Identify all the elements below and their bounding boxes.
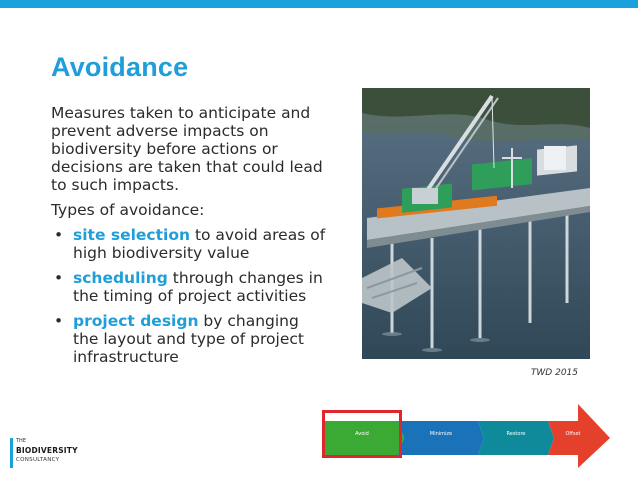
hierarchy-label-avoid: Avoid: [355, 431, 369, 437]
list-item: [51, 312, 326, 366]
bullet-keyword: site selection: [73, 226, 191, 244]
bullet-icon: •: [54, 269, 64, 287]
logo-line-1: THE: [16, 438, 26, 444]
bullet-icon: •: [54, 312, 64, 330]
slide-title: Avoidance: [51, 52, 189, 82]
bullet-text: to avoid areas of high biodiversity value: [73, 226, 326, 262]
slide-body: [51, 104, 326, 373]
list-item: [51, 226, 326, 262]
intro-paragraph: Measures taken to anticipate and prevent adverse impacts on biodiversity before actions or decisions are taken that could lead to such impacts.: [51, 104, 323, 194]
company-logo: [10, 438, 90, 472]
logo-bar: [10, 438, 13, 468]
hierarchy-segment-restore: [478, 421, 554, 455]
top-accent-bar: [0, 0, 638, 8]
logo-line-2: BIODIVERSITY: [16, 446, 78, 455]
types-heading: Types of avoidance:: [51, 201, 205, 219]
hierarchy-segment-minimize: [398, 421, 484, 455]
bullet-keyword: scheduling: [73, 269, 168, 287]
avoidance-types-list: [51, 226, 326, 366]
hierarchy-label-offset: Offset: [565, 431, 581, 437]
photo-caption: TWD 2015: [530, 368, 578, 378]
bullet-icon: •: [54, 226, 64, 244]
bullet-text: by changing the layout and type of project infrastructure: [73, 312, 304, 366]
offshore-platform-photo: [362, 88, 590, 359]
hierarchy-label-minimize: Minimize: [429, 431, 453, 437]
logo-line-3: CONSULTANCY: [16, 457, 60, 463]
bullet-text: through changes in the timing of project activities: [73, 269, 323, 305]
bullet-keyword: project design: [73, 312, 199, 330]
avoid-highlight-box: [322, 410, 402, 458]
hierarchy-label-restore: Restore: [506, 431, 526, 437]
list-item: [51, 269, 326, 305]
platform-illustration: [362, 88, 590, 359]
